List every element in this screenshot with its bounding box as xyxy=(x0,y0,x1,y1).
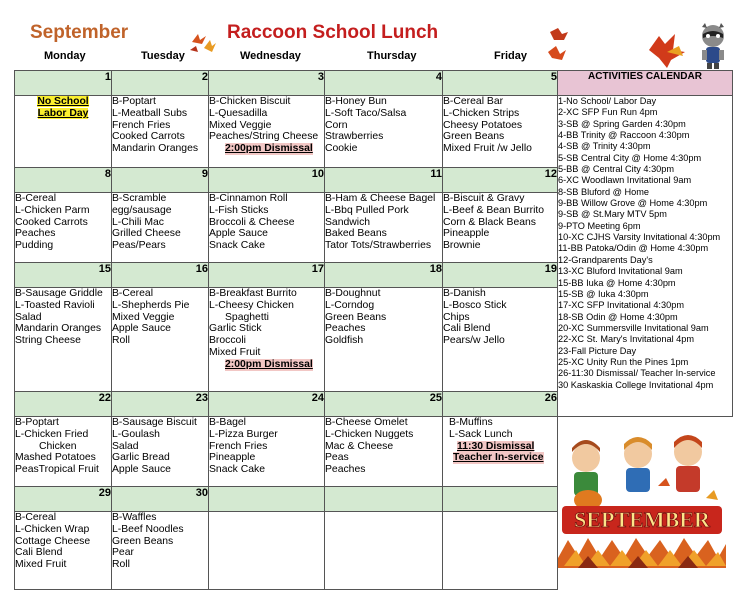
menu-item: Pear xyxy=(112,547,134,559)
date-number: 17 xyxy=(209,263,325,288)
autumn-leaves-icon xyxy=(188,28,218,54)
menu-cell xyxy=(112,96,209,168)
menu-item: Mixed Veggie xyxy=(209,119,272,131)
menu-item: Snack Cake xyxy=(209,240,266,252)
menu-item: egg/sausage xyxy=(112,204,172,216)
date-number-empty xyxy=(443,487,558,512)
menu-item: Cookie xyxy=(325,143,358,155)
menu-cell xyxy=(325,288,443,392)
menu-item: Apple Sauce xyxy=(112,464,171,476)
activity-item: 12-Grandparents Day's xyxy=(558,254,653,265)
menu-item: PeasTropical Fruit xyxy=(15,464,99,476)
menu-item: L-Bbq Pulled Pork xyxy=(325,204,409,216)
activity-item: 18-SB Odin @ Home 4:30pm xyxy=(558,311,678,322)
menu-cell xyxy=(15,417,112,487)
activity-item: 23-Fall Picture Day xyxy=(558,345,637,356)
menu-item: Strawberries xyxy=(325,131,384,143)
menu-item: L-Corndog xyxy=(325,299,375,311)
menu-item: Broccoli xyxy=(209,335,246,347)
menu-item: L-Chicken Nuggets xyxy=(325,428,414,440)
day-header-monday: Monday xyxy=(44,50,86,62)
menu-item: L-Fish Sticks xyxy=(209,204,269,216)
menu-item: Pineapple xyxy=(443,228,490,240)
menu-item: Mixed Fruit /w Jello xyxy=(443,143,532,155)
menu-item: L-Chicken Parm xyxy=(15,204,90,216)
menu-item: Goldfish xyxy=(325,335,364,347)
menu-item: Mandarin Oranges xyxy=(15,323,102,335)
date-number: 12 xyxy=(443,168,558,193)
september-banner-text: SEPTEMBER xyxy=(574,507,710,532)
date-number: 11 xyxy=(325,168,443,193)
menu-item: Cooked Carrots xyxy=(15,216,88,228)
menu-item: L-Beef & Bean Burrito xyxy=(443,204,545,216)
menu-item: B-Doughnut xyxy=(325,288,381,299)
menu-cell xyxy=(112,288,209,392)
date-number-empty xyxy=(209,487,325,512)
no-school-note: No School xyxy=(37,96,89,107)
date-number: 3 xyxy=(209,71,325,96)
menu-item: Mixed Fruit xyxy=(15,559,67,571)
dismissal-note: 2:00pm Dismissal xyxy=(225,143,313,155)
menu-item: Tator Tots/Strawberries xyxy=(325,240,432,252)
menu-cell xyxy=(15,96,112,168)
menu-item: L-Goulash xyxy=(112,428,160,440)
date-number: 5 xyxy=(443,71,558,96)
menu-item: Corn & Black Beans xyxy=(443,216,536,228)
date-number: 4 xyxy=(325,71,443,96)
menu-item: L-Chicken Strips xyxy=(443,107,520,119)
activity-item: 2-XC SFP Fun Run 4pm xyxy=(558,107,658,118)
menu-item: Mixed Veggie xyxy=(112,311,175,323)
menu-item: Baked Beans xyxy=(325,228,387,240)
menu-item: French Fries xyxy=(209,440,268,452)
activity-item: 1-No School/ Labor Day xyxy=(558,96,657,106)
menu-cell xyxy=(443,96,558,168)
inservice-note: Teacher In-service xyxy=(453,452,544,464)
menu-item: Corn xyxy=(325,119,348,131)
autumn-leaves-icon xyxy=(544,26,574,66)
date-number: 8 xyxy=(15,168,112,193)
day-header-thursday: Thursday xyxy=(367,50,417,62)
menu-cell-empty xyxy=(325,512,443,590)
menu-item: B-Sausage Griddle xyxy=(15,288,103,299)
menu-item: Mac & Cheese xyxy=(325,440,394,452)
menu-item: B-Poptart xyxy=(15,417,59,428)
date-number: 23 xyxy=(112,392,209,417)
menu-item: B-Honey Bun xyxy=(325,96,387,107)
date-number: 2 xyxy=(112,71,209,96)
activity-item: 26-11:30 Dismissal/ Teacher In-service xyxy=(558,368,716,379)
menu-cell xyxy=(209,288,325,392)
menu-cell xyxy=(209,417,325,487)
activity-item: 9-BB Willow Grove @ Home 4:30pm xyxy=(558,198,708,209)
menu-item: L-Chicken Fried xyxy=(15,428,89,440)
activity-item: 3-SB @ Spring Garden 4:30pm xyxy=(558,118,686,129)
menu-item: Garlic Stick xyxy=(209,323,262,335)
menu-item: L-Bosco Stick xyxy=(443,299,507,311)
menu-item: Peaches xyxy=(325,464,366,476)
menu-item: Cooked Carrots xyxy=(112,131,185,143)
activity-item: 4-BB Trinity @ Raccoon 4:30pm xyxy=(558,130,690,141)
menu-cell xyxy=(112,512,209,590)
menu-item: Mandarin Oranges xyxy=(112,143,199,155)
menu-item: Mixed Fruit xyxy=(209,346,261,358)
menu-item: Apple Sauce xyxy=(112,323,171,335)
menu-cell xyxy=(15,512,112,590)
menu-item: B-Biscuit & Gravy xyxy=(443,193,525,204)
menu-item: B-Waffles xyxy=(112,512,157,523)
date-number: 10 xyxy=(209,168,325,193)
activity-item: 25-XC Unity Run the Pines 1pm xyxy=(558,356,689,367)
menu-cell-empty xyxy=(209,512,325,590)
menu-cell xyxy=(325,417,443,487)
menu-item: B-Cereal xyxy=(15,512,56,523)
menu-item: B-Cereal xyxy=(112,288,153,299)
menu-cell xyxy=(325,96,443,168)
day-header-tuesday: Tuesday xyxy=(141,50,185,62)
date-number: 18 xyxy=(325,263,443,288)
activity-item: 15-SB @ Iuka 4:30pm xyxy=(558,288,649,299)
activity-item: 11-BB Patoka/Odin @ Home 4:30pm xyxy=(558,243,709,254)
date-number: 15 xyxy=(15,263,112,288)
menu-item: Cali Blend xyxy=(443,323,491,335)
menu-item: B-Cereal Bar xyxy=(443,96,504,107)
menu-item: Pineapple xyxy=(209,452,256,464)
dismissal-note: 11:30 Dismissal xyxy=(457,440,535,452)
menu-item: Brownie xyxy=(443,240,481,252)
menu-item: B-Cheese Omelet xyxy=(325,417,408,428)
menu-cell xyxy=(209,96,325,168)
autumn-leaves-icon xyxy=(645,30,695,70)
activity-item: 13-XC Bluford Invitational 9am xyxy=(558,266,683,277)
menu-item: Peaches/String Cheese xyxy=(209,131,319,143)
menu-item: Apple Sauce xyxy=(209,228,268,240)
activity-item: 5-BB @ Central City 4:30pm xyxy=(558,164,675,175)
activity-item: 9-SB @ St.Mary MTV 5pm xyxy=(558,209,667,220)
menu-item: Spaghetti xyxy=(225,311,269,323)
menu-item: Roll xyxy=(112,335,130,347)
date-number: 29 xyxy=(15,487,112,512)
menu-item: Pudding xyxy=(15,240,54,252)
page-title: Raccoon School Lunch xyxy=(227,22,439,43)
menu-item: Green Beans xyxy=(325,311,387,323)
menu-item: French Fries xyxy=(112,119,171,131)
september-kids-illustration xyxy=(558,428,728,578)
menu-item: B-Bagel xyxy=(209,417,246,428)
menu-item: Mashed Potatoes xyxy=(15,452,96,464)
date-number: 26 xyxy=(443,392,558,417)
menu-cell xyxy=(15,288,112,392)
menu-item: L-Meatball Subs xyxy=(112,107,188,119)
date-number: 25 xyxy=(325,392,443,417)
menu-item: B-Sausage Biscuit xyxy=(112,417,197,428)
menu-cell xyxy=(112,417,209,487)
menu-item: Cheesy Potatoes xyxy=(443,119,523,131)
menu-item: Salad xyxy=(112,440,139,452)
menu-item: L-Toasted Ravioli xyxy=(15,299,95,311)
menu-cell xyxy=(443,193,558,263)
menu-item: B-Danish xyxy=(443,288,486,299)
menu-item: Chips xyxy=(443,311,470,323)
menu-item: Snack Cake xyxy=(209,464,266,476)
activity-item: 20-XC Summersville Invitational 9am xyxy=(558,322,709,333)
day-header-wednesday: Wednesday xyxy=(240,50,301,62)
menu-item: L-Pizza Burger xyxy=(209,428,278,440)
date-number: 1 xyxy=(15,71,112,96)
dismissal-note: 2:00pm Dismissal xyxy=(225,358,313,370)
menu-item: B-Scramble xyxy=(112,193,167,204)
date-number-empty xyxy=(325,487,443,512)
menu-item: B-Cereal xyxy=(15,193,56,204)
month-title: September xyxy=(30,22,129,43)
menu-item: Green Beans xyxy=(112,535,174,547)
menu-item: L-Sack Lunch xyxy=(449,428,513,440)
menu-item: L-Cheesy Chicken xyxy=(209,299,294,311)
menu-cell xyxy=(15,193,112,263)
date-number: 9 xyxy=(112,168,209,193)
menu-item: B-Breakfast Burrito xyxy=(209,288,297,299)
menu-item: L-Chili Mac xyxy=(112,216,164,228)
menu-item: Cottage Cheese xyxy=(15,535,91,547)
date-number: 22 xyxy=(15,392,112,417)
activity-item: 5-SB Central City @ Home 4:30pm xyxy=(558,152,702,163)
raccoon-mascot-icon xyxy=(690,22,736,70)
menu-item: Chicken xyxy=(39,440,77,452)
activities-calendar-title: ACTIVITIES CALENDAR xyxy=(558,71,733,96)
date-number: 24 xyxy=(209,392,325,417)
activity-item: 17-XC SFP Invitational 4:30pm xyxy=(558,300,684,311)
menu-cell xyxy=(443,417,558,487)
menu-cell xyxy=(112,193,209,263)
menu-item: Peas/Pears xyxy=(112,240,166,252)
activities-list xyxy=(558,96,733,417)
day-header-friday: Friday xyxy=(494,50,528,62)
no-school-note: Labor Day xyxy=(37,107,89,119)
menu-item: L-Chicken Wrap xyxy=(15,523,90,535)
menu-item: B-Poptart xyxy=(112,96,156,107)
menu-item: Cali Blend xyxy=(15,547,63,559)
date-number: 19 xyxy=(443,263,558,288)
menu-item: B-Cinnamon Roll xyxy=(209,193,288,204)
menu-item: Peaches xyxy=(15,228,56,240)
menu-item: Grilled Cheese xyxy=(112,228,181,240)
activity-item: 9-PTO Meeting 6pm xyxy=(558,220,641,231)
menu-item: B-Chicken Biscuit xyxy=(209,96,291,107)
menu-item: L-Beef Noodles xyxy=(112,523,184,535)
activity-item: 15-BB Iuka @ Home 4:30pm xyxy=(558,277,676,288)
activity-item: 6-XC Woodlawn Invitational 9am xyxy=(558,175,692,186)
menu-item: L-Soft Taco/Salsa xyxy=(325,107,407,119)
date-number: 30 xyxy=(112,487,209,512)
menu-item: Roll xyxy=(112,559,130,571)
menu-item: Peaches xyxy=(325,323,366,335)
activity-item: 22-XC St. Mary's Invitational 4pm xyxy=(558,334,695,345)
activity-item: 8-SB Bluford @ Home xyxy=(558,186,650,197)
menu-cell-empty xyxy=(443,512,558,590)
menu-item: L-Quesadilla xyxy=(209,107,268,119)
menu-item: Pears/w Jello xyxy=(443,335,505,347)
menu-item: Green Beans xyxy=(443,131,505,143)
menu-cell xyxy=(209,193,325,263)
menu-item: Peas xyxy=(325,452,349,464)
activity-item: 30 Kaskaskia College Invitational 4pm xyxy=(558,379,714,390)
activity-item: 10-XC CJHS Varsity Invitational 4:30pm xyxy=(558,232,721,243)
menu-item: B-Muffins xyxy=(449,417,493,428)
menu-item: Sandwich xyxy=(325,216,371,228)
menu-cell xyxy=(325,193,443,263)
menu-item: Salad xyxy=(15,311,42,323)
menu-item: Garlic Bread xyxy=(112,452,170,464)
menu-item: String Cheese xyxy=(15,335,81,347)
menu-item: B-Ham & Cheese Bagel xyxy=(325,193,436,204)
menu-item: Broccoli & Cheese xyxy=(209,216,295,228)
date-number: 16 xyxy=(112,263,209,288)
activity-item: 4-SB @ Trinity 4:30pm xyxy=(558,141,651,152)
menu-cell xyxy=(443,288,558,392)
menu-item: L-Shepherds Pie xyxy=(112,299,190,311)
